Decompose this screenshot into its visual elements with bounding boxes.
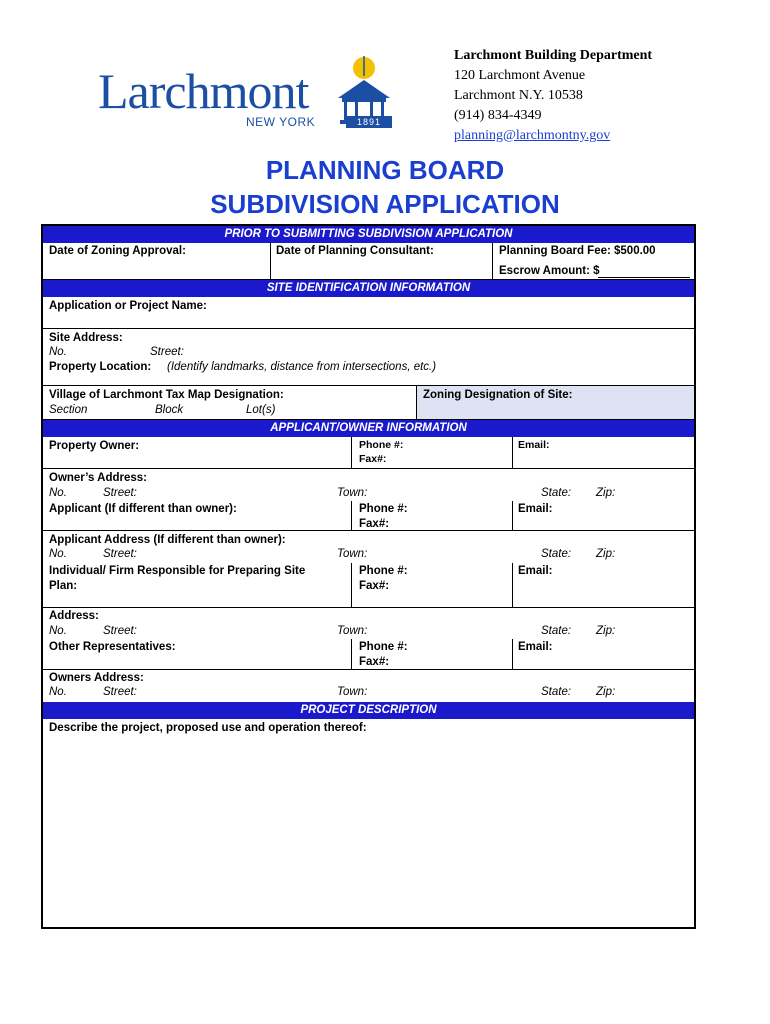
- section-applicant-header: APPLICANT/OWNER INFORMATION: [43, 420, 694, 437]
- planning-consultant-field[interactable]: Date of Planning Consultant:: [276, 245, 434, 257]
- firm-fax-field[interactable]: Fax#:: [359, 580, 390, 592]
- firm-state-field[interactable]: State:: [541, 625, 572, 637]
- firm-label-line1[interactable]: Individual/ Firm Responsible for Preparing Site: [49, 565, 306, 577]
- section-prior-header: PRIOR TO SUBMITTING SUBDIVISION APPLICATION: [43, 226, 694, 243]
- property-owner-field[interactable]: Property Owner:: [49, 440, 140, 452]
- owner-no-field[interactable]: No.: [49, 487, 67, 499]
- firm-street-field[interactable]: Street:: [103, 625, 137, 637]
- firm-no-field[interactable]: No.: [49, 625, 67, 637]
- department-city: Larchmont N.Y. 10538: [454, 88, 583, 103]
- section-site-header: SITE IDENTIFICATION INFORMATION: [43, 280, 694, 297]
- reps-street-field[interactable]: Street:: [103, 686, 137, 698]
- firm-zip-field[interactable]: Zip:: [596, 625, 616, 637]
- larchmont-logo: [98, 52, 398, 132]
- applicant-field[interactable]: Applicant (If different than owner):: [49, 503, 237, 515]
- applicant-fax-field[interactable]: Fax#:: [359, 518, 390, 530]
- applicant-address-label: Applicant Address (If different than owner):: [49, 534, 286, 546]
- page-title-line2: SUBDIVISION APPLICATION: [210, 189, 560, 219]
- planning-board-fee: Planning Board Fee: $500.00: [499, 245, 656, 257]
- department-address: [454, 46, 652, 146]
- applicant-state-field[interactable]: State:: [541, 548, 572, 560]
- reps-zip-field[interactable]: Zip:: [596, 686, 616, 698]
- owners-address2-label: Owners Address:: [49, 672, 144, 684]
- owner-town-field[interactable]: Town:: [337, 487, 368, 499]
- department-email-link[interactable]: planning@larchmontny.gov: [454, 128, 611, 143]
- reps-fax-field[interactable]: Fax#:: [359, 656, 390, 668]
- owner-phone-field[interactable]: Phone #:: [359, 439, 404, 451]
- reps-email-field[interactable]: Email:: [518, 641, 553, 653]
- applicant-zip-field[interactable]: Zip:: [596, 548, 616, 560]
- other-reps-field[interactable]: Other Representatives:: [49, 641, 176, 653]
- logo-year: 1891: [346, 116, 392, 128]
- department-street: 120 Larchmont Avenue: [454, 68, 586, 83]
- applicant-street-field[interactable]: Street:: [103, 548, 137, 560]
- firm-label-line2: Plan:: [49, 580, 78, 592]
- site-street-label: Street:: [150, 346, 184, 358]
- department-name: Larchmont Building Department: [454, 48, 653, 63]
- page-title-line1: PLANNING BOARD: [265, 155, 505, 185]
- project-name-field[interactable]: Application or Project Name:: [49, 300, 207, 312]
- property-location-hint: (Identify landmarks, distance from intersections, etc.): [167, 361, 437, 373]
- site-no-label: No.: [49, 346, 67, 358]
- owner-state-field[interactable]: State:: [541, 487, 572, 499]
- reps-town-field[interactable]: Town:: [337, 686, 368, 698]
- tax-section-field[interactable]: Section: [49, 404, 88, 416]
- applicant-phone-field[interactable]: Phone #:: [359, 503, 408, 515]
- owner-email-field[interactable]: Email:: [518, 439, 550, 451]
- firm-town-field[interactable]: Town:: [337, 625, 368, 637]
- tax-lots-field[interactable]: Lot(s): [246, 404, 276, 416]
- project-description-field[interactable]: Describe the project, proposed use and operation thereof:: [49, 722, 367, 734]
- reps-state-field[interactable]: State:: [541, 686, 572, 698]
- owner-zip-field[interactable]: Zip:: [596, 487, 616, 499]
- owners-address-label: Owner’s Address:: [49, 472, 147, 484]
- section-project-header: PROJECT DESCRIPTION: [43, 702, 694, 719]
- tax-map-label: Village of Larchmont Tax Map Designation:: [49, 389, 284, 401]
- applicant-town-field[interactable]: Town:: [337, 548, 368, 560]
- escrow-amount-field[interactable]: Escrow Amount: $: [499, 265, 600, 277]
- firm-phone-field[interactable]: Phone #:: [359, 565, 408, 577]
- applicant-no-field[interactable]: No.: [49, 548, 67, 560]
- application-form: [41, 224, 696, 929]
- firm-email-field[interactable]: Email:: [518, 565, 553, 577]
- zoning-approval-field[interactable]: Date of Zoning Approval:: [49, 245, 186, 257]
- property-location-field[interactable]: Property Location:: [49, 361, 152, 373]
- department-phone: (914) 834-4349: [454, 108, 542, 123]
- zoning-designation-label: Zoning Designation of Site:: [423, 389, 573, 401]
- logo-wordmark: Larchmont: [98, 63, 309, 119]
- owner-fax-field[interactable]: Fax#:: [359, 453, 387, 465]
- applicant-email-field[interactable]: Email:: [518, 503, 553, 515]
- logo-state: NEW YORK: [246, 115, 316, 129]
- site-address-label: Site Address:: [49, 332, 123, 344]
- reps-no-field[interactable]: No.: [49, 686, 67, 698]
- tax-block-field[interactable]: Block: [155, 404, 184, 416]
- firm-address-label: Address:: [49, 610, 99, 622]
- site-address-row[interactable]: [43, 329, 694, 386]
- owner-street-field[interactable]: Street:: [103, 487, 137, 499]
- reps-phone-field[interactable]: Phone #:: [359, 641, 408, 653]
